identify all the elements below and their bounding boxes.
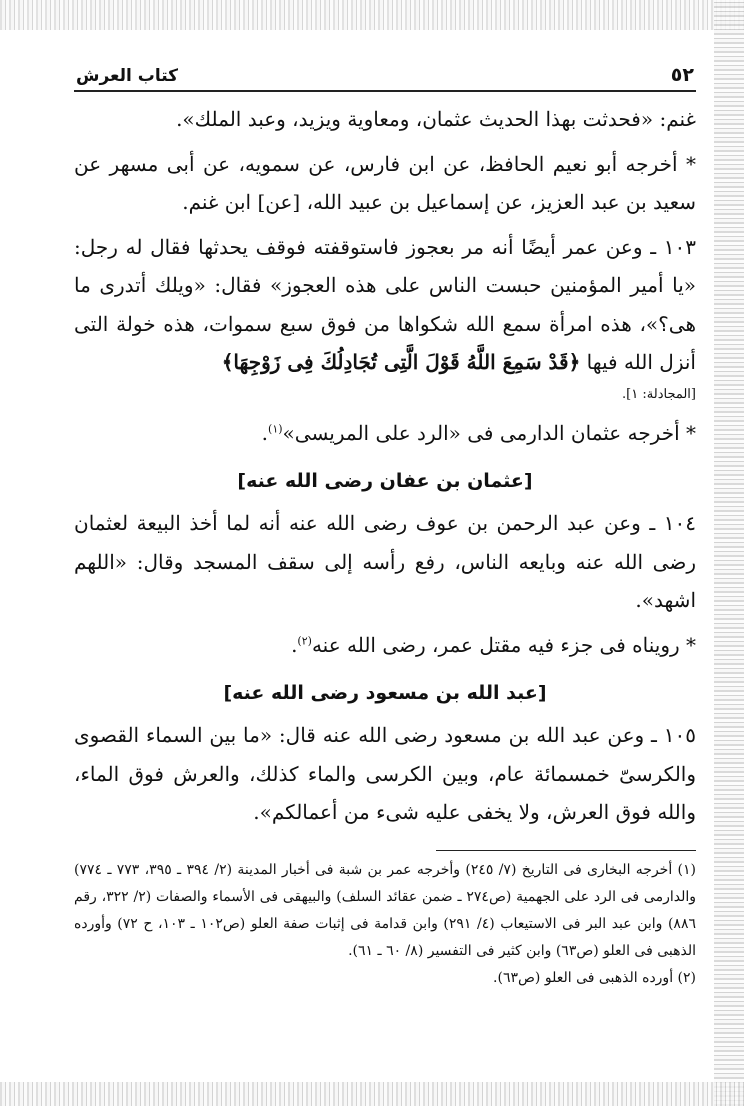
- paragraph-103: [74, 228, 696, 382]
- book-title: كتاب العرش: [76, 66, 179, 86]
- quran-verse: ﴿قَدْ سَمِعَ اللَّهُ قَوْلَ الَّتِى تُجَادِلُكَ فِى زَوْجِهَا﴾: [221, 350, 581, 374]
- paragraph-6-end: .: [291, 632, 298, 657]
- footnote-2: (٢) أورده الذهبى فى العلو (ص٦٣).: [493, 969, 696, 986]
- footnote-divider: [436, 850, 696, 851]
- footnote-1: (١) أخرجه البخارى فى التاريخ (٧/ ٢٤٥) وأخرجه عمر بن شبة فى أخبار المدينة (٢/ ٣٩٤ ـ ٣٩٥، ٧٧٣ ـ ٧٧٤) والدارمى فى الرد على الجهمية (ص٢٧٤ ـ ضمن عقائد السلف) والبيهقى فى الأسماء والصفات (٢/ ٣٢٢، رقم ٨٨٦) وابن عبد البر فى الاستيعاب (٤/ ٢٩١) وابن قدامة فى إثبات صفة العلو (ص١٠٢ ـ ١٠٣، ح ٧٢) وأورده الذهبى فى العلو (ص٦٣) وابن كثير فى التفسير (٨/ ٦٠ ـ ٦١).: [74, 861, 697, 959]
- paragraph-4-end: .: [261, 420, 269, 445]
- paragraph-104: ١٠٤ ـ وعن عبد الرحمن بن عوف رضى الله عنه أنه لما أخذ البيعة لعثمان رضى الله عنه وبايعه الناس، رفع رأسه إلى سقف المسجد وقال: «اللهم اشهد».: [74, 511, 696, 612]
- page-edge-right: [714, 0, 744, 1106]
- page-header: [74, 52, 696, 92]
- paragraph-6: [74, 626, 696, 665]
- page-edge-bottom: [0, 1082, 744, 1106]
- page-body: [74, 100, 696, 832]
- paragraph-103-text: ١٠٣ ـ وعن عمر أيضًا أنه مر بعجوز فاستوقفته فوقف يحدثها فقال له رجل: «يا أمير المؤمنين حبست الناس على هذه العجوز» فقال: «ويلك أتدرى ما هى؟»، هذه امرأة سمع الله شكواها من فوق سبع سموات، هذه خولة التى أنزل الله فيها: [74, 234, 696, 374]
- book-page: [74, 52, 696, 992]
- paragraph-4: [74, 414, 696, 453]
- section-heading-ibn-masud: [عبد الله بن مسعود رضى الله عنه]: [223, 682, 547, 704]
- section-heading-uthman: [عثمان بن عفان رضى الله عنه]: [237, 470, 533, 492]
- page-edge-top: [0, 0, 744, 30]
- paragraph-1: غنم: «فحدثت بهذا الحديث عثمان، ومعاوية ويزيد، وعبد الملك».: [176, 107, 696, 131]
- paragraph-2: * أخرجه أبو نعيم الحافظ، عن ابن فارس، عن سمويه، عن أبى مسهر عن سعيد بن عبد العزيز، عن إسماعيل بن عبيد الله، [عن] ابن غنم.: [74, 151, 696, 214]
- footnote-marker-2: (٢): [297, 633, 312, 647]
- paragraph-105: ١٠٥ ـ وعن عبد الله بن مسعود رضى الله عنه قال: «ما بين السماء القصوى والكرسىّ خمسمائة عام، وبين الكرسى والماء كذلك، والعرش فوق الماء، والله فوق العرش، ولا يخفى عليه شىء من أعمالكم».: [74, 723, 696, 824]
- page-number: ٥٢: [670, 64, 694, 86]
- paragraph-6-text: * رويناه فى جزء فيه مقتل عمر، رضى الله عنه: [311, 632, 696, 657]
- verse-reference: [المجادلة: ١].: [622, 386, 696, 402]
- footnote-marker-1: (١): [268, 421, 283, 435]
- paragraph-4-text: * أخرجه عثمان الدارمى فى «الرد على المريسى»: [282, 420, 696, 445]
- footnotes: [74, 857, 696, 992]
